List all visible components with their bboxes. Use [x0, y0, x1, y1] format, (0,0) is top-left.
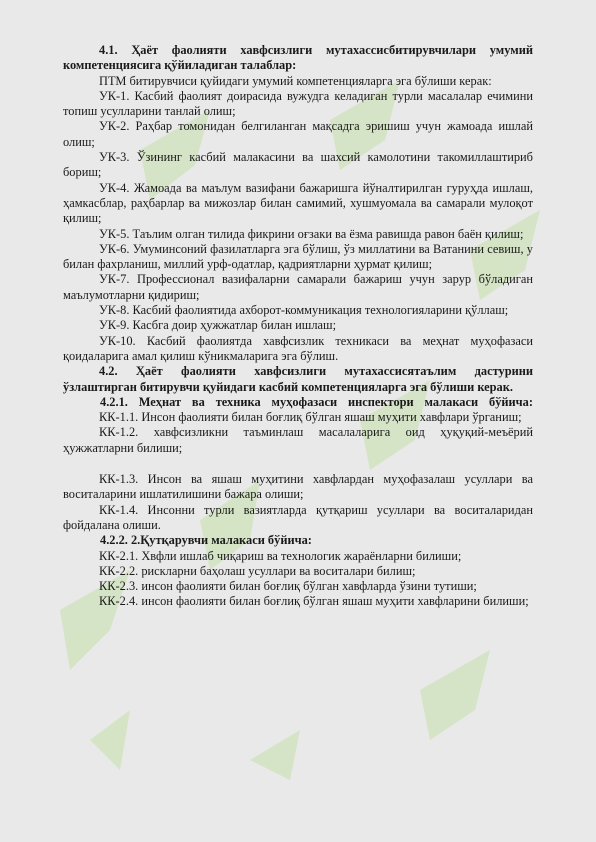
uk-6: УК-6. Умуминсоний фазилатларга эга бўлиш, ўз миллатини ва Ватанини севиш, у билан фахрланиш, миллий урф-одатлар, қадриятларни ҳурмат қилиш; [63, 241, 533, 272]
kk-1-4: КК-1.4. Инсонни турли вазиятларда қутқариш усуллари ва воситаларидан фойдалана олиши. [63, 502, 533, 532]
blank-line [63, 456, 533, 472]
uk-2: УК-2. Раҳбар томонидан белгиланган мақсадга эришиш учун жамоада ишлай олиш; [63, 119, 533, 149]
kk-2-3: КК-2.3. инсон фаолияти билан боғлиқ бўлган хавфларда ўзини тутиши; [99, 579, 477, 594]
uk-7: УК-7. Профессионал вазифаларни самарали бажариш учун зарур бўладиган маълумотларни қидириш; [63, 272, 533, 302]
uk-10: УК-10. Касбий фаолиятда хавфсизлик техникаси ва меҳнат муҳофазаси қоидаларига амал қилиш кўникмаларига эга бўлиш. [63, 333, 533, 363]
uk-9: УК-9. Касбга доир ҳужжатлар билан ишлаш; [99, 318, 337, 333]
intro-paragraph: ПТМ битирувчиси қуйидаги умумий компетенцияларга эга бўлиши керак: [99, 73, 492, 88]
uk-1: УК-1. Касбий фаолият доирасида вужудга келадиган турли масалалар ечимини топиш усулларини танлай олиш; [63, 88, 533, 119]
kk-1-3: КК-1.3. Инсон ва яшаш муҳитини хавфлардан муҳофазалаш усуллари ва воситаларини ишлатилишини бажара олиши; [63, 472, 533, 502]
kk-1-2: КК-1.2. хавфсизликни таъминлаш масалаларига оид ҳуқуқий-меъёрий ҳужжатларни билиши; [63, 425, 533, 455]
kk-2-1: КК-2.1. Хвфли ишлаб чиқариш ва технологик жараёнларни билиши; [99, 548, 462, 563]
uk-5: УК-5. Таълим олган тилида фикрини оғзаки ва ёзма равишда равон баён қилиш; [99, 226, 524, 241]
section-heading-4-1: 4.1. Ҳаёт фаолияти хавфсизлиги мутахассисбитирувчилари умумий компетенциясига қўйиладиган талаблар: [63, 43, 533, 73]
subsection-heading-4-2-1: 4.2.1. Меҳнат ва техника муҳофазаси инспектори малакаси бўйича: [100, 394, 533, 409]
kk-2-4: КК-2.4. инсон фаолияти билан боғлиқ бўлган яшаш муҳити хавфларини билиши; [99, 594, 529, 609]
uk-3: УК-3. Ўзининг касбий малакасини ва шахсий камолотини такомиллаштириб бориш; [63, 150, 533, 180]
subsection-heading-4-2-2: 4.2.2. 2.Қутқарувчи малакаси бўйича: [100, 533, 312, 548]
uk-8: УК-8. Касбий фаолиятида ахборот-коммуникация технологияларини қўллаш; [99, 303, 509, 318]
section-heading-4-2: 4.2. Ҳаёт фаолияти хавфсизлиги мутахассисятаълим дастурини ўзлаштирган битирувчи қуйидаги касбий компетенцияларга эга бўлиши керак. [63, 364, 533, 394]
document-page [63, 43, 533, 610]
uk-4: УК-4. Жамоада ва маълум вазифани бажаришга йўналтирилган гуруҳда ишлаш, ҳамкасблар, раҳбарлар ва мижозлар билан самимий, хушмуомала ва самарали мулоқот қилиш; [63, 180, 533, 226]
kk-1-1: КК-1.1. Инсон фаолияти билан боғлиқ бўлган яшаш муҳити хавфлари ўрганиш; [99, 410, 522, 425]
kk-2-2: КК-2.2. рискларни баҳолаш усуллари ва воситалари билиш; [99, 563, 416, 578]
